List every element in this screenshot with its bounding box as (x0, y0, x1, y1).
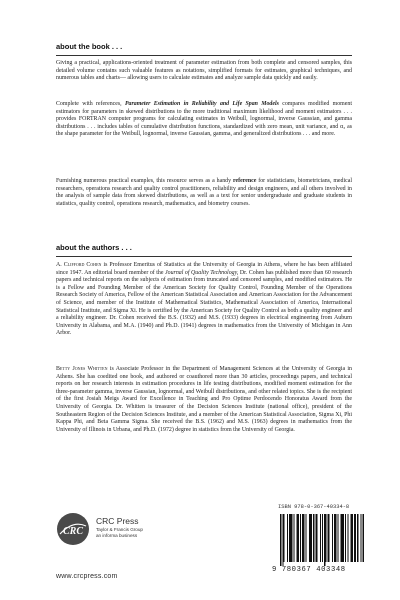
barcode-bar (297, 514, 299, 562)
about-book-heading: about the book . . . (56, 42, 352, 56)
barcode-bar (320, 514, 321, 562)
barcode-bar (326, 514, 327, 562)
author-whitten-name: Betty Jones Whitten (56, 366, 108, 372)
barcode-bar (316, 514, 317, 562)
publisher-name: CRC Press (96, 516, 139, 526)
barcode-bar (283, 514, 284, 566)
book-paragraph-1: Giving a practical, applications-oriented treatment of parameter estimation from both complete and censored samples, this detailed volume contains such valuable features as notations, simplified formats for estimates, graphical techniques, and numerous tables and charts— allowing users to calculate estimates and analyze sample data quickly and easily. (56, 60, 352, 82)
barcode-bar (317, 514, 318, 562)
barcode-bar (289, 514, 290, 562)
barcode-bar (332, 514, 333, 562)
barcode-bar (287, 514, 288, 562)
barcode-bar (291, 514, 293, 562)
author-whitten-text: is Associate Professor in the Department of Management Sciences at the University of Georgia in Athens. She has coedited one book, and authored or coauthored more than 30 articles, proceedings papers, and technical reports on her research interests in estimation procedures in life testing distributions, modified moment estimation for the three-parameter gamma, inverse Gaussian, lognormal, and Weibull distributions, and other related topics. She is the recipient of the first Josiah Meigs Award for Excellence in Teaching and Pro Optime Perdocendo Honoratus Award from the University of Georgia. Dr. Whitten is treasurer of the Decision Sciences Institute (national office), president of the Southeastern Region of the Decision Sciences Institute, and a member of the American Statistical Association, Sigma Xi, Phi Kappa Phi, and Beta Gamma Sigma. She received the B.S. (1962) and M.S. (1963) degrees in mathematics from the University of Illinois in Urbana, and Ph.D. (1972) degree in statistics from the University of Georgia. (56, 366, 352, 433)
book-paragraph-3 (56, 178, 352, 208)
publisher-tagline: an informa business (96, 533, 138, 538)
barcode-bar (343, 514, 344, 562)
book-p2-lead: Complete with references, (56, 101, 122, 107)
barcode-bar (352, 514, 354, 562)
barcode-bar (338, 514, 339, 562)
barcode-bar (309, 514, 310, 562)
barcode-block (270, 500, 370, 580)
barcode-bar (311, 514, 312, 562)
barcode-bar (357, 514, 359, 562)
journal-title: Journal of Quality Technology, (165, 269, 239, 276)
barcode-bar (334, 514, 335, 562)
barcode-bar (306, 514, 307, 562)
author-cohen-name: A. Clifford Cohen (56, 262, 102, 268)
barcode-bar (329, 514, 330, 562)
barcode-icon (280, 514, 364, 566)
barcode-bar (304, 514, 305, 562)
barcode-bar (351, 514, 352, 562)
publisher-website: www.crcpress.com (56, 573, 118, 580)
publisher-group: Taylor & Francis Group (96, 527, 143, 532)
barcode-bar (324, 514, 326, 566)
barcode-bar (345, 514, 346, 562)
barcode-bar (363, 514, 365, 562)
book-p3-body: for statisticians, biometricians, medical researchers, operations research and quality control practitioners, reliability and design engineers, and all others involved in the analysis of sample data from skewed distributions, as well as a text for senior undergraduate and graduate students in statistics, quality control, operations research, mathematics, and biometry courses. (56, 178, 352, 207)
barcode-bar (342, 514, 343, 562)
barcode-number: 9 780367 403348 (272, 566, 346, 574)
barcode-bar (290, 514, 291, 562)
barcode-bar (348, 514, 349, 562)
crc-logo-icon (56, 512, 90, 546)
barcode-bar (310, 514, 311, 562)
barcode-bar (328, 514, 329, 562)
barcode-bar (298, 514, 299, 562)
barcode-bar (322, 514, 323, 562)
barcode-bar (354, 514, 355, 562)
barcode-bar (294, 514, 295, 562)
isbn-label: ISBN 978-0-367-40334-8 (278, 504, 350, 510)
barcode-bar (302, 514, 304, 562)
author-cohen-text-a: is Professor Emeritus of Statistics at the University of Georgia in Athens, where he has been affiliated since 1947. An editorial board member of the (56, 262, 352, 276)
book-title: Parameter Estimation in Reliability and Life Span Models (124, 101, 279, 107)
barcode-bar (361, 514, 362, 562)
about-authors-heading: about the authors . . . (56, 243, 352, 257)
barcode-bar (300, 514, 301, 562)
book-p2-body: compares modified moment estimators for parameters in skewed distributions to the more traditional maximum likelihood and moment estimators . . . provides FORTRAN computer programs for calculating estimates in Weibull, lognormal, inverse Gaussian, and gamma distributions . . . includes tables of cumulative distribution functions, standardized with zero mean, unit variance, and α₃ as the shape parameter for the Weibull, lognormal, inverse Gaussian, gamma, and generalized distributions . . . and more. (56, 101, 352, 138)
logo-mark-text: CRC (62, 526, 84, 537)
book-paragraph-2 (56, 101, 352, 139)
author-whitten-bio (56, 366, 352, 434)
barcode-bar (284, 514, 285, 562)
publisher-logo (56, 512, 196, 576)
barcode-bar (355, 514, 356, 562)
author-cohen-bio (56, 262, 352, 338)
barcode-bar (341, 514, 343, 562)
book-p3-lead: Furnishing numerous practical examples, this resource serves as a handy (56, 178, 232, 184)
reference-word: reference (233, 178, 257, 184)
barcode-bar (335, 514, 337, 562)
barcode-bar (313, 514, 315, 562)
author-cohen-text-b: Dr. Cohen has published more than 60 research papers and technical reports on the subjects of estimation from truncated and censored samples, and modified estimators. He is a Fellow and Founding Member of the American Society for Quality Control, Founding Member of the Operations Research Society of America, Fellow of the American Statistical Association and American Association for the Advancement of Science, and member of the Institute of Mathematical Statistics, Mathematical Association of America, International Statistical Institute, and Sigma Xi. He is certified by the American Society for Quality Control as both a quality engineer and a reliability engineer. Dr. Cohen received the B.S. (1932) and M.S. (1933) degrees in electrical engineering from Auburn University in Alabama, and M.A. (1940) and Ph.D. (1941) degrees in mathematics from the University of Michigan in Ann Arbor. (56, 269, 352, 337)
barcode-bar (280, 514, 282, 566)
